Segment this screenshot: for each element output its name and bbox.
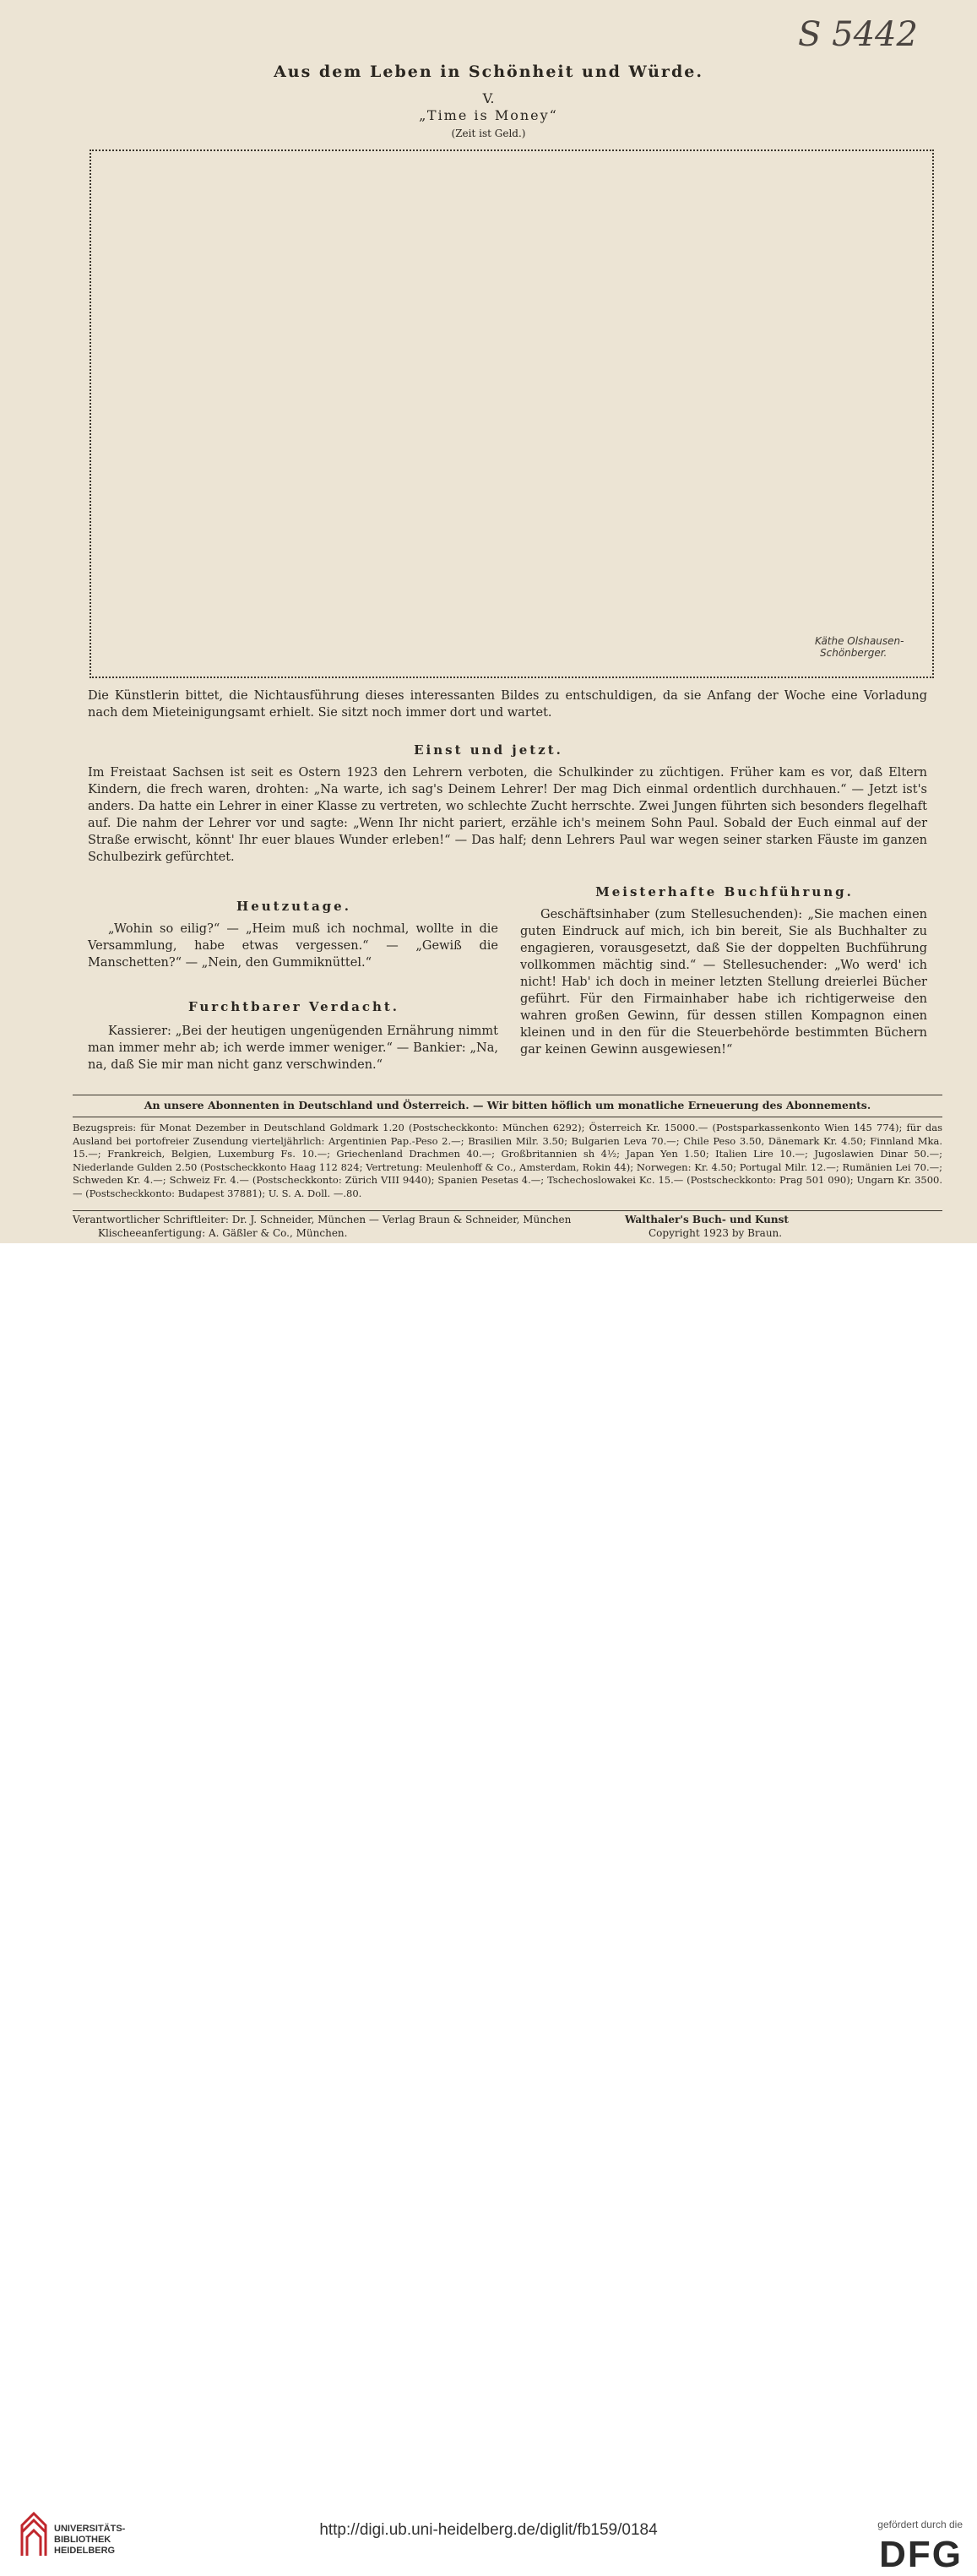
imprint-line-1: Verantwortlicher Schriftleiter: Dr. J. Schneider, München — Verlag Braun & Schneider, München <box>73 1214 572 1226</box>
page-subtitle: „Time is Money“ <box>419 107 558 123</box>
institution-line-1: UNIVERSITÄTS- <box>54 2524 126 2534</box>
imprint-line-1-right: Walthaler's Buch- und Kunst <box>625 1214 789 1226</box>
dfg-logo: DFG <box>879 2534 963 2575</box>
digitization-footer <box>0 1243 977 2575</box>
page-title: Aus dem Leben in Schönheit und Würde. <box>274 62 703 81</box>
text-heutzutage: „Wohin so eilig?“ — „Heim muß ich nochmal, wollte in die Versammlung, habe etwas vergessen.“ — „Gewiß die Manschetten?“ — „Nein, den Gummiknüttel.“ <box>88 922 498 970</box>
imprint-line-2-right: Copyright 1923 by Braun. <box>649 1227 783 1239</box>
handwritten-shelfmark: S 5442 <box>798 15 918 54</box>
part-number: V. <box>482 90 495 106</box>
heading-heutzutage: Heutzutage. <box>236 899 351 914</box>
caption-text: Die Künstlerin bittet, die Nichtausführung dieses interessanten Bildes zu entschuldigen, da sie Anfang der Woche eine Vorladung nach dem Mieteinigungsamt erhielt. Sie sitzt noch immer dort und wartet. <box>88 689 927 720</box>
institution-line-3: HEIDELBERG <box>54 2546 116 2556</box>
divider-imprint <box>73 1210 942 1211</box>
subscription-prices: Bezugspreis: für Monat Dezember in Deutschland Goldmark 1.20 (Postscheckkonto: München 6292); Österreich Kr. 15000.— (Postsparkassenkonto Wien 145 774); für das Ausland bei portofreier Zusendung vierteljährlich: Argentinien Pap.-Peso 2.—; Brasilien Milr. 3.50; Bulgarien Leva 70.—; Chile Peso 3.50, Dänemark Kr. 4.50; Finnland Mka. 15.—; Frankreich, Belgien, Luxemburg Fs. 10.—; Griechenland Drachmen 40.—; Großbritannien sh 4½; Japan Yen 1.50; Italien Lire 10.—; Jugoslawien Dinar 50.—; Niederlande Gulden 2.50 (Postscheckkonto Haag 112 824; Vertretung: Meulenhoff & Co., Amsterdam, Rokin 44); Norwegen: Kr. 4.50; Portugal Milr. 12.—; Rumänien Lei 70.—; Schweden Kr. 4.—; Schweiz Fr. 4.— (Postscheckkonto: Zürich VIII 9440); Spanien Pesetas 4.—; Tschechoslowakei Kc. 15.— (Postscheckkonto: Prag 501 090); Ungarn Kr. 3500.— (Postscheckkonto: Budapest 37881); U. S. A. Doll. —.80. <box>73 1122 942 1199</box>
text-einst-und-jetzt: Im Freistaat Sachsen ist seit es Ostern 1923 den Lehrern verboten, die Schulkinder zu züchtigen. Früher kam es vor, daß Eltern Kindern, die frech waren, drohten: „Na warte, ich sag's Deinem Lehrer! Der mag Dich einmal ordentlich durchhauen.“ — Jetzt ist's anders. Da hatte ein Lehrer in einer Klasse zu vertreten, wo schlechte Zucht herrschte. Zwei Jungen führten sich besonders flegelhaft auf. Die nahm der Lehrer vor und sagte: „Wenn Ihr nicht pariert, erzähle ich's meinem Sohn Paul. Sobald der Euch einmal auf der Straße erwischt, könnt' Ihr euer blaues Wunder erleben!“ — Das half; denn Lehrers Paul war wegen seiner starken Fäuste im ganzen Schulbezirk gefürchtet. <box>88 766 927 864</box>
artist-signature <box>815 635 925 659</box>
signature-line-2: Schönberger. <box>820 647 887 659</box>
signature-line-1: Käthe Olshausen- <box>815 635 904 647</box>
text-furchtbarer-verdacht: Kassierer: „Bei der heutigen ungenügenden Ernährung nimmt man immer mehr ab; ich werde immer weniger.“ — Bankier: „Na, na, daß Sie mir man nicht ganz verschwinden.“ <box>88 1024 498 1072</box>
empty-image-frame <box>90 149 934 678</box>
text-meisterhafte-buchfuehrung: Geschäftsinhaber (zum Stellesuchenden): „Sie machen einen guten Eindruck auf mich, ich bin bereit, Sie als Buchhalter zu engagieren, vorausgesetzt, daß Sie der doppelten Buchführung vollkommen mächtig sind.“ — Stellesuchender: „Wo werd' ich nicht! Hab' ich doch in meiner letzten Stellung dreierlei Bücher geführt. Für den Firmainhaber habe ich richtigerweise den wahren großen Gewinn, für dessen stillen Kompagnon einen kleinen und in den für die Steuerbehörde bestimmten Büchern gar keinen Gewinn ausgewiesen!“ <box>520 908 927 1057</box>
heading-furchtbarer-verdacht: Furchtbarer Verdacht. <box>187 999 400 1014</box>
heading-einst-und-jetzt: Einst und jetzt. <box>414 742 563 758</box>
heading-meisterhafte-buchfuehrung: Meisterhafte Buchführung. <box>595 884 854 899</box>
imprint-line-2: Klischeeanfertigung: A. Gäßler & Co., München. <box>98 1227 348 1239</box>
permalink-url[interactable]: http://digi.ub.uni-heidelberg.de/diglit/fb159/0184 <box>319 2521 658 2539</box>
subscriber-notice: An unsere Abonnenten in Deutschland und Österreich. — Wir bitten höflich um monatliche Erneuerung des Abonnements. <box>144 1099 871 1111</box>
institution-line-2: BIBLIOTHEK <box>54 2535 111 2545</box>
funded-by-label: gefördert durch die <box>877 2519 963 2530</box>
scanned-page <box>0 0 977 1243</box>
subtitle-note: (Zeit ist Geld.) <box>451 128 526 139</box>
